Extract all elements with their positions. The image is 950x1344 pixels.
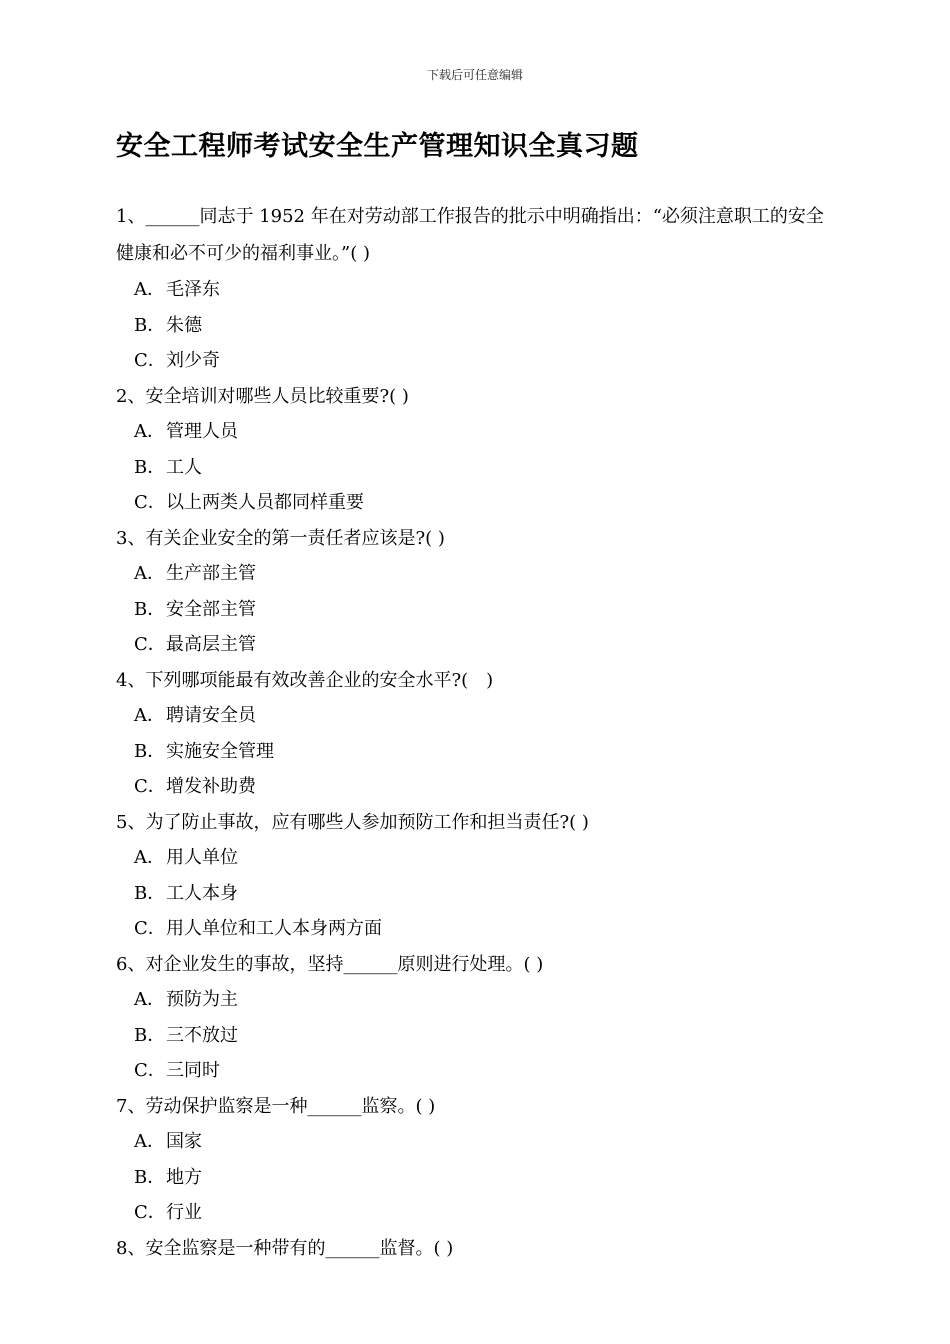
option-c — [116, 1195, 836, 1231]
option-letter: C． — [134, 1202, 166, 1223]
option-text: 国家 — [166, 1131, 202, 1152]
question-text: 6、对企业发生的事故，坚持______原则进行处理。( ) — [116, 953, 544, 975]
option-b — [116, 876, 836, 912]
option-letter: B． — [134, 1166, 166, 1188]
option-c — [116, 769, 836, 805]
question-text: 5、为了防止事故，应有哪些人参加预防工作和担当责任?( ) — [116, 811, 589, 833]
option-a — [116, 840, 836, 876]
option-letter: B． — [134, 456, 166, 478]
option-b — [116, 308, 836, 344]
option-letter: A． — [134, 705, 165, 726]
option-text: 用人单位和工人本身两方面 — [166, 918, 382, 939]
option-letter: B． — [134, 740, 166, 762]
option-letter: C． — [134, 776, 166, 797]
question-5 — [116, 805, 836, 947]
option-text: 行业 — [166, 1202, 202, 1223]
option-text: 用人单位 — [166, 847, 238, 868]
option-letter: C． — [134, 918, 166, 939]
question-1 — [116, 198, 836, 379]
option-text: 管理人员 — [166, 421, 238, 442]
option-letter: A． — [134, 421, 165, 442]
option-text: 聘请安全员 — [166, 705, 256, 726]
question-8 — [116, 1231, 836, 1267]
option-letter: C． — [134, 350, 166, 371]
option-text: 工人本身 — [166, 882, 238, 904]
document-title: 安全工程师考试安全生产管理知识全真习题 — [116, 131, 639, 162]
option-letter: C． — [134, 492, 166, 513]
option-b — [116, 1018, 836, 1054]
option-a — [116, 556, 836, 592]
option-text: 地方 — [166, 1166, 202, 1188]
option-text: 生产部主管 — [166, 563, 256, 584]
question-7 — [116, 1089, 836, 1231]
option-letter: A． — [134, 563, 165, 584]
option-a — [116, 414, 836, 450]
option-c — [116, 627, 836, 663]
option-text: 三不放过 — [166, 1024, 238, 1046]
option-a — [116, 982, 836, 1018]
question-text: 7、劳动保护监察是一种______监察。( ) — [116, 1095, 436, 1117]
question-text: 3、有关企业安全的第一责任者应该是?( ) — [116, 527, 445, 549]
question-4 — [116, 663, 836, 805]
option-text: 刘少奇 — [166, 350, 220, 371]
option-c — [116, 485, 836, 521]
option-letter: A． — [134, 1131, 165, 1152]
option-text: 预防为主 — [166, 989, 238, 1010]
question-text: 2、安全培训对哪些人员比较重要?( ) — [116, 385, 409, 407]
option-text: 朱德 — [166, 314, 202, 336]
question-6 — [116, 947, 836, 1089]
question-list — [116, 198, 836, 1266]
option-b — [116, 592, 836, 628]
option-text: 以上两类人员都同样重要 — [166, 492, 364, 513]
option-b — [116, 734, 836, 770]
option-text: 安全部主管 — [166, 598, 256, 620]
question-text: 1、______同志于 1952 年在对劳动部工作报告的批示中明确指出：“必须注意职工的安全健康和必不可少的福利事业。”( ) — [116, 206, 824, 264]
option-text: 最高层主管 — [166, 634, 256, 655]
option-c — [116, 1053, 836, 1089]
page-header: 下载后可任意编辑 — [426, 68, 523, 82]
option-text: 毛泽东 — [166, 279, 220, 300]
option-b — [116, 450, 836, 486]
question-text: 8、安全监察是一种带有的______监督。( ) — [116, 1237, 454, 1259]
option-letter: B． — [134, 882, 166, 904]
question-text: 4、下列哪项能最有效改善企业的安全水平?( ) — [116, 669, 494, 691]
question-3 — [116, 521, 836, 663]
option-c — [116, 343, 836, 379]
option-text: 增发补助费 — [166, 776, 256, 797]
option-a — [116, 1124, 836, 1160]
option-letter: B． — [134, 598, 166, 620]
option-letter: A． — [134, 847, 165, 868]
option-letter: C． — [134, 1060, 166, 1081]
option-letter: B． — [134, 314, 166, 336]
option-a — [116, 698, 836, 734]
option-text: 工人 — [166, 456, 202, 478]
option-b — [116, 1160, 836, 1196]
question-2 — [116, 379, 836, 521]
option-text: 实施安全管理 — [166, 740, 274, 762]
option-letter: C． — [134, 634, 166, 655]
option-letter: A． — [134, 279, 165, 300]
option-letter: B． — [134, 1024, 166, 1046]
option-letter: A． — [134, 989, 165, 1010]
option-text: 三同时 — [166, 1060, 220, 1081]
option-a — [116, 272, 836, 308]
option-c — [116, 911, 836, 947]
